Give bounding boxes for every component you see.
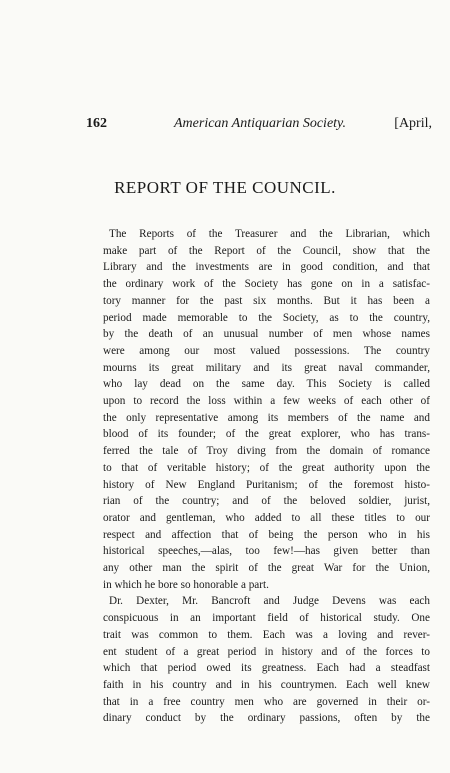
- text-line: which that period owed its greatness. Each had a steadfast: [103, 662, 430, 675]
- text-line: the only representative among its members of the name and: [103, 411, 430, 424]
- text-line: Library and the investments are in good condition, and that: [103, 261, 430, 274]
- text-line: The Reports of the Treasurer and the Librarian, which: [109, 228, 430, 240]
- body-text: [103, 226, 430, 727]
- text-line: Dr. Dexter, Mr. Bancroft and Judge Devens was each: [109, 595, 430, 608]
- text-line: period made memorable to the Society, as to the country,: [103, 311, 430, 324]
- text-line: tory manner for the past six months. But it has been a: [103, 294, 430, 307]
- running-head: [86, 116, 432, 136]
- text-line: blood of its founder; of the great explorer, who has trans-: [103, 428, 430, 441]
- section-heading: REPORT OF THE COUNCIL.: [114, 178, 336, 197]
- text-line: who lay dead on the same day. This Society is called: [103, 378, 430, 391]
- text-line: ferred the tale of Troy diving from the domain of romance: [103, 445, 430, 458]
- text-line: make part of the Report of the Council, show that the: [103, 244, 430, 257]
- text-line: conspicuous in an important field of historical study. One: [103, 612, 430, 625]
- text-line: to that of veritable history; of the great authority upon the: [103, 461, 430, 474]
- text-line: mourns its great military and its great naval commander,: [103, 361, 430, 374]
- text-line: that in a free country men who are governed in their or-: [103, 695, 430, 708]
- text-line: respect and affection that of being the person who in his: [103, 528, 430, 541]
- text-line: were among our most valued possessions. The country: [103, 344, 430, 357]
- page-number: 162: [86, 116, 107, 131]
- text-line: faith in his country and in his countrymen. Each well knew: [103, 678, 430, 691]
- text-line: ent student of a great period in history and of the forces to: [103, 645, 430, 658]
- text-line: in which he bore so honorable a part.: [103, 578, 269, 591]
- text-line: the ordinary work of the Society has gone on in a satisfac-: [103, 278, 430, 291]
- text-line: dinary conduct by the ordinary passions, often by the: [103, 712, 430, 725]
- text-line: by the death of an unusual number of men whose names: [103, 328, 430, 341]
- text-line: rian of the country; and of the beloved soldier, jurist,: [103, 495, 430, 508]
- text-line: history of New England Puritanism; of the foremost histo-: [103, 478, 430, 491]
- text-line: orator and gentleman, who added to all these titles to our: [103, 511, 430, 524]
- running-date: [April,: [394, 116, 432, 131]
- text-line: trait was common to them. Each was a loving and rever-: [103, 628, 430, 641]
- text-line: upon to record the loss within a few weeks of each other of: [103, 395, 430, 408]
- text-line: historical speeches,—alas, too few!—has given better than: [103, 545, 430, 558]
- running-title: American Antiquarian Society.: [174, 116, 346, 131]
- text-line: any other man the spirit of the great War for the Union,: [103, 562, 430, 575]
